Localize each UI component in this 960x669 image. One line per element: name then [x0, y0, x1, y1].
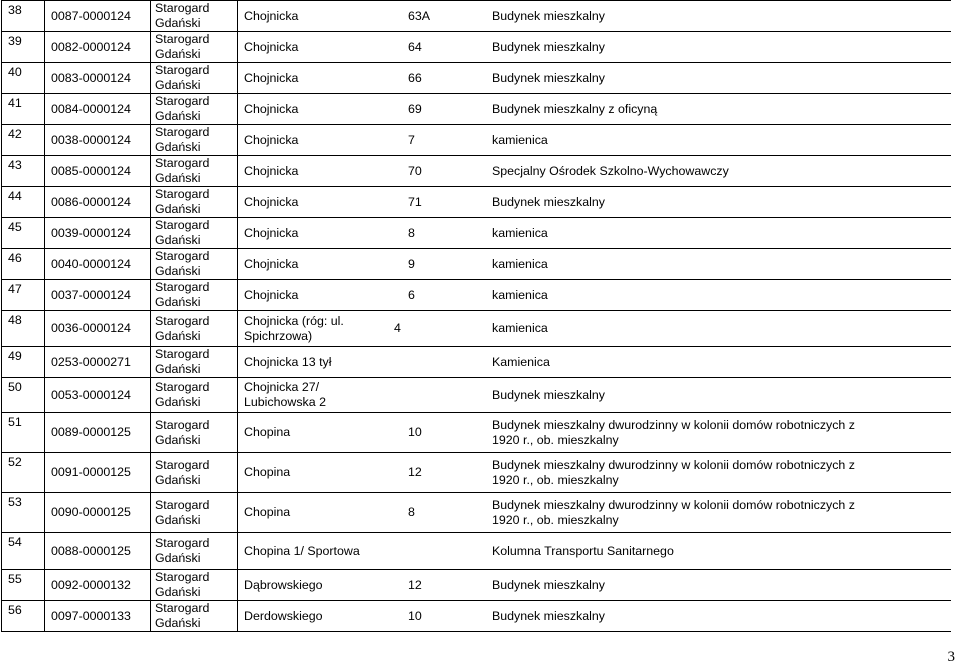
city-cell	[151, 533, 238, 570]
table-row	[2, 311, 951, 347]
street-name: Chojnicka	[244, 256, 299, 271]
street-name: Chopina	[244, 505, 291, 519]
register-id: 0083-0000124	[45, 63, 151, 94]
address-cell	[238, 156, 951, 187]
row-number: 38	[2, 1, 45, 32]
address-cell	[238, 453, 951, 493]
monument-register-table	[1, 0, 951, 632]
building-description: Kamienica	[492, 354, 550, 369]
register-id: 0038-0000124	[45, 125, 151, 156]
city-name-line: Starogard	[155, 497, 210, 512]
row-number: 40	[2, 63, 45, 94]
address-cell	[238, 601, 951, 632]
address-cell	[238, 63, 951, 94]
city-name-line: Gdański	[155, 395, 201, 409]
building-description: Budynek mieszkalny z oficyną	[492, 101, 658, 116]
register-id: 0084-0000124	[45, 94, 151, 125]
street-name: Chojnicka	[244, 8, 299, 23]
city-name-line: Gdański	[155, 585, 201, 599]
city-cell	[151, 601, 238, 632]
city-cell	[151, 570, 238, 601]
table-row	[2, 125, 951, 156]
row-number: 44	[2, 187, 45, 218]
city-cell	[151, 1, 238, 32]
building-description: kamienica	[492, 321, 548, 335]
city-name-line: Starogard	[155, 570, 210, 584]
house-number: 71	[408, 194, 422, 209]
city-cell	[151, 413, 238, 453]
row-number: 54	[2, 533, 45, 570]
row-number: 43	[2, 156, 45, 187]
city-cell	[151, 453, 238, 493]
city-cell	[151, 63, 238, 94]
register-id: 0037-0000124	[45, 280, 151, 311]
city-name-line: Gdański	[155, 47, 201, 61]
row-number: 46	[2, 249, 45, 280]
house-number: 70	[408, 163, 422, 178]
register-id: 0082-0000124	[45, 32, 151, 63]
city-cell	[151, 280, 238, 311]
building-description: Budynek mieszkalny dwurodzinny w kolonii domów robotniczych z 1920 r., ob. mieszkalny	[492, 457, 855, 487]
house-number: 9	[408, 256, 415, 271]
address-cell	[238, 280, 951, 311]
city-name-line: Starogard	[155, 125, 210, 139]
row-number: 48	[2, 311, 45, 347]
register-id: 0088-0000125	[45, 533, 151, 570]
house-number: 12	[408, 465, 422, 479]
address-cell	[238, 570, 951, 601]
row-number: 45	[2, 218, 45, 249]
house-number: 69	[408, 101, 422, 116]
city-cell	[151, 218, 238, 249]
table-row	[2, 156, 951, 187]
house-number: 66	[408, 70, 422, 85]
city-name-line: Gdański	[155, 295, 201, 309]
city-name-line: Gdański	[155, 171, 201, 185]
city-cell	[151, 378, 238, 413]
city-name-line: Gdański	[155, 362, 201, 376]
street-name: Chojnicka	[244, 132, 299, 147]
address-cell	[238, 218, 951, 249]
register-id: 0089-0000125	[45, 413, 151, 453]
city-name-line: Starogard	[155, 94, 210, 108]
city-name-line: Starogard	[155, 601, 210, 615]
address-cell	[238, 1, 951, 32]
row-number: 51	[2, 413, 45, 453]
table-row	[2, 570, 951, 601]
street-name: Chojnicka	[244, 194, 299, 209]
house-number: 10	[408, 608, 422, 623]
street-name: Chopina	[244, 465, 291, 479]
register-id: 0040-0000124	[45, 249, 151, 280]
city-name-line: Starogard	[155, 313, 210, 328]
city-name-line: Gdański	[155, 512, 201, 527]
table-row	[2, 347, 951, 378]
city-name-line: Starogard	[155, 536, 210, 550]
address-cell	[238, 493, 951, 533]
city-name-line: Starogard	[155, 280, 210, 294]
city-name-line: Starogard	[155, 63, 210, 77]
city-name-line: Starogard	[155, 380, 210, 394]
house-number: 6	[408, 287, 415, 302]
house-number: 4	[394, 321, 401, 335]
address-cell	[238, 311, 951, 347]
city-name-line: Starogard	[155, 156, 210, 170]
table-row	[2, 453, 951, 493]
city-cell	[151, 94, 238, 125]
street-name: Chojnicka	[244, 287, 299, 302]
table-row	[2, 601, 951, 632]
city-name-line: Starogard	[155, 1, 210, 15]
address-cell	[238, 413, 951, 453]
register-id: 0092-0000132	[45, 570, 151, 601]
city-name-line: Starogard	[155, 32, 210, 46]
house-number: 64	[408, 39, 422, 54]
city-name-line: Gdański	[155, 616, 201, 630]
address-cell	[238, 249, 951, 280]
address-cell	[238, 32, 951, 63]
city-cell	[151, 347, 238, 378]
building-description: Budynek mieszkalny	[492, 70, 605, 85]
city-cell	[151, 249, 238, 280]
house-number: 7	[408, 132, 415, 147]
row-number: 55	[2, 570, 45, 601]
street-name: Chojnicka	[244, 163, 299, 178]
street-name: Derdowskiego	[244, 608, 323, 623]
street-name: Dąbrowskiego	[244, 577, 323, 592]
house-number: 63A	[408, 8, 431, 23]
street-name: Chojnicka	[244, 39, 299, 54]
building-description: kamienica	[492, 256, 548, 271]
house-number: 10	[408, 425, 422, 439]
address-cell	[238, 378, 951, 413]
city-name-line: Starogard	[155, 249, 210, 263]
city-name-line: Starogard	[155, 187, 210, 201]
city-name-line: Starogard	[155, 218, 210, 232]
table-row	[2, 1, 951, 32]
register-id: 0087-0000124	[45, 1, 151, 32]
register-id: 0090-0000125	[45, 493, 151, 533]
street-name: Chojnicka (róg: ul. Spichrzowa)	[244, 313, 344, 343]
row-number: 53	[2, 493, 45, 533]
city-name-line: Starogard	[155, 457, 210, 472]
city-name-line: Gdański	[155, 551, 201, 565]
city-name-line: Starogard	[155, 347, 210, 361]
row-number: 56	[2, 601, 45, 632]
register-id: 0091-0000125	[45, 453, 151, 493]
table-row	[2, 32, 951, 63]
table-row	[2, 493, 951, 533]
table-row	[2, 280, 951, 311]
street-name: Chopina 1/ Sportowa	[244, 543, 360, 558]
city-name-line: Gdański	[155, 109, 201, 123]
house-number: 12	[408, 577, 422, 592]
city-cell	[151, 493, 238, 533]
address-cell	[238, 533, 951, 570]
register-id: 0253-0000271	[45, 347, 151, 378]
city-cell	[151, 32, 238, 63]
building-description: Specjalny Ośrodek Szkolno-Wychowawczy	[492, 163, 729, 178]
address-cell	[238, 347, 951, 378]
row-number: 41	[2, 94, 45, 125]
row-number: 47	[2, 280, 45, 311]
address-cell	[238, 94, 951, 125]
building-description: Budynek mieszkalny	[492, 608, 605, 623]
building-description: Budynek mieszkalny	[492, 577, 605, 592]
city-name-line: Gdański	[155, 328, 201, 343]
city-name-line: Gdański	[155, 233, 201, 247]
register-id: 0097-0000133	[45, 601, 151, 632]
street-name: Chojnicka 27/ Lubichowska 2	[244, 380, 326, 409]
table-row	[2, 413, 951, 453]
table-row	[2, 533, 951, 570]
city-name-line: Gdański	[155, 78, 201, 92]
address-cell	[238, 187, 951, 218]
table-row	[2, 94, 951, 125]
table-row	[2, 187, 951, 218]
street-name: Chojnicka	[244, 70, 299, 85]
city-name-line: Gdański	[155, 202, 201, 216]
city-cell	[151, 311, 238, 347]
register-id: 0039-0000124	[45, 218, 151, 249]
street-name: Chojnicka	[244, 101, 299, 116]
building-description: Budynek mieszkalny dwurodzinny w kolonii domów robotniczych z 1920 r., ob. mieszkalny	[492, 417, 855, 447]
page-number: 3	[947, 649, 955, 665]
city-cell	[151, 156, 238, 187]
house-number: 8	[408, 505, 415, 519]
building-description: kamienica	[492, 287, 548, 302]
register-id: 0036-0000124	[45, 311, 151, 347]
building-description: Kolumna Transportu Sanitarnego	[492, 543, 674, 558]
building-description: kamienica	[492, 132, 548, 147]
building-description: Budynek mieszkalny	[492, 8, 605, 23]
register-id: 0053-0000124	[45, 378, 151, 413]
city-name-line: Gdański	[155, 140, 201, 154]
building-description: Budynek mieszkalny	[492, 387, 605, 402]
address-cell	[238, 125, 951, 156]
street-name: Chopina	[244, 425, 291, 439]
building-description: Budynek mieszkalny	[492, 39, 605, 54]
city-name-line: Gdański	[155, 264, 201, 278]
row-number: 39	[2, 32, 45, 63]
row-number: 50	[2, 378, 45, 413]
register-id: 0086-0000124	[45, 187, 151, 218]
city-name-line: Gdański	[155, 432, 201, 447]
street-name: Chojnicka	[244, 225, 299, 240]
table-row	[2, 63, 951, 94]
house-number: 8	[408, 225, 415, 240]
city-name-line: Gdański	[155, 16, 201, 30]
table-row	[2, 218, 951, 249]
street-name: Chojnicka 13 tył	[244, 354, 332, 369]
city-cell	[151, 187, 238, 218]
row-number: 49	[2, 347, 45, 378]
city-name-line: Gdański	[155, 472, 201, 487]
building-description: kamienica	[492, 225, 548, 240]
row-number: 42	[2, 125, 45, 156]
building-description: Budynek mieszkalny	[492, 194, 605, 209]
register-id: 0085-0000124	[45, 156, 151, 187]
city-name-line: Starogard	[155, 417, 210, 432]
table-row	[2, 249, 951, 280]
city-cell	[151, 125, 238, 156]
row-number: 52	[2, 453, 45, 493]
table-row	[2, 378, 951, 413]
building-description: Budynek mieszkalny dwurodzinny w kolonii domów robotniczych z 1920 r., ob. mieszkalny	[492, 497, 855, 527]
